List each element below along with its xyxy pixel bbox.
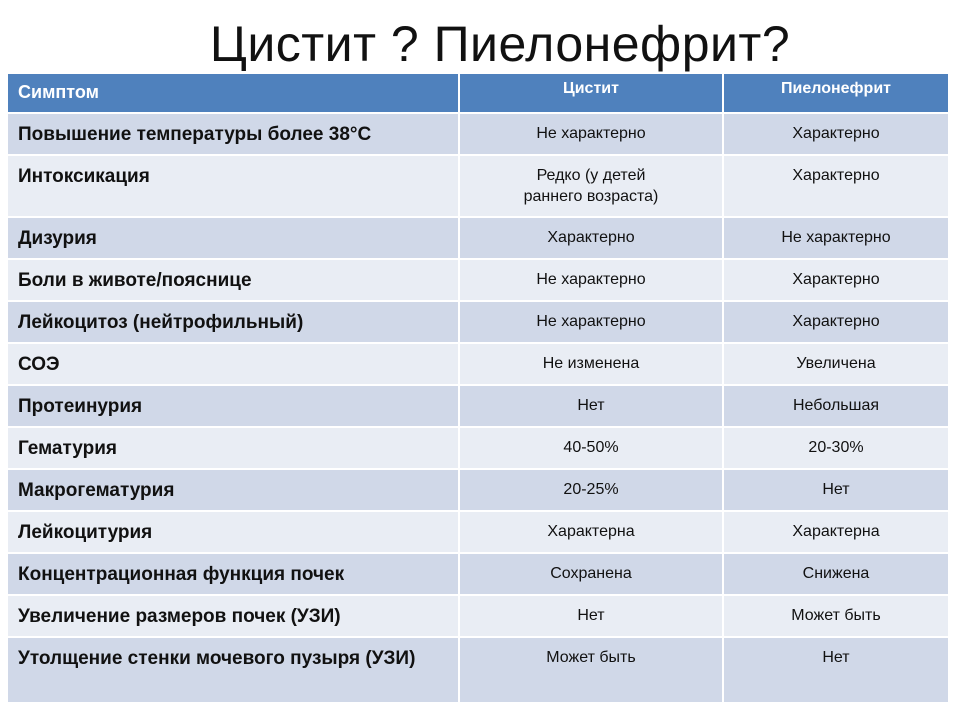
column-header-pyelonephritis: Пиелонефрит — [723, 73, 949, 113]
table-row — [7, 113, 949, 155]
pyelonephritis-cell: Характерна — [723, 511, 949, 553]
table-row — [7, 595, 949, 637]
pyelonephritis-cell: Нет — [723, 637, 949, 703]
symptom-cell: Макрогематурия — [7, 469, 459, 511]
symptom-cell: СОЭ — [7, 343, 459, 385]
pyelonephritis-cell: 20-30% — [723, 427, 949, 469]
symptom-cell: Концентрационная функция почек — [7, 553, 459, 595]
column-header-symptom: Симптом — [7, 73, 459, 113]
cystitis-cell: Не характерно — [459, 301, 723, 343]
symptom-cell: Повышение температуры более 38°С — [7, 113, 459, 155]
cystitis-cell: Характерна — [459, 511, 723, 553]
symptom-cell: Интоксикация — [7, 155, 459, 217]
cystitis-cell: Не изменена — [459, 343, 723, 385]
symptom-cell: Утолщение стенки мочевого пузыря (УЗИ) — [7, 637, 459, 703]
pyelonephritis-cell: Снижена — [723, 553, 949, 595]
table-row — [7, 217, 949, 259]
cystitis-cell: 20-25% — [459, 469, 723, 511]
pyelonephritis-cell: Характерно — [723, 259, 949, 301]
cystitis-cell: Редко (у детей раннего возраста) — [459, 155, 723, 217]
pyelonephritis-cell: Небольшая — [723, 385, 949, 427]
table-row — [7, 469, 949, 511]
cystitis-cell: Не характерно — [459, 259, 723, 301]
slide-title: Цистит ? Пиелонефрит? — [209, 16, 791, 72]
cystitis-cell: Может быть — [459, 637, 723, 703]
table-row — [7, 427, 949, 469]
table-row — [7, 259, 949, 301]
table-row — [7, 343, 949, 385]
pyelonephritis-cell: Характерно — [723, 113, 949, 155]
symptom-cell: Лейкоцитурия — [7, 511, 459, 553]
pyelonephritis-cell: Характерно — [723, 155, 949, 217]
cystitis-cell: Характерно — [459, 217, 723, 259]
table-row — [7, 385, 949, 427]
table-row — [7, 301, 949, 343]
pyelonephritis-cell: Характерно — [723, 301, 949, 343]
pyelonephritis-cell: Увеличена — [723, 343, 949, 385]
table-header-row — [7, 73, 949, 113]
cystitis-cell: 40-50% — [459, 427, 723, 469]
symptom-cell: Протеинурия — [7, 385, 459, 427]
cystitis-cell: Нет — [459, 385, 723, 427]
pyelonephritis-cell: Может быть — [723, 595, 949, 637]
symptom-cell: Увеличение размеров почек (УЗИ) — [7, 595, 459, 637]
table-row — [7, 511, 949, 553]
column-header-cystitis: Цистит — [459, 73, 723, 113]
cystitis-cell: Сохранена — [459, 553, 723, 595]
symptom-cell: Лейкоцитоз (нейтрофильный) — [7, 301, 459, 343]
cystitis-cell: Нет — [459, 595, 723, 637]
table-row — [7, 155, 949, 217]
table-row — [7, 553, 949, 595]
table-row — [7, 637, 949, 703]
cystitis-cell: Не характерно — [459, 113, 723, 155]
pyelonephritis-cell: Нет — [723, 469, 949, 511]
symptom-cell: Гематурия — [7, 427, 459, 469]
symptom-cell: Боли в животе/пояснице — [7, 259, 459, 301]
comparison-table — [6, 72, 950, 704]
pyelonephritis-cell: Не характерно — [723, 217, 949, 259]
symptom-cell: Дизурия — [7, 217, 459, 259]
